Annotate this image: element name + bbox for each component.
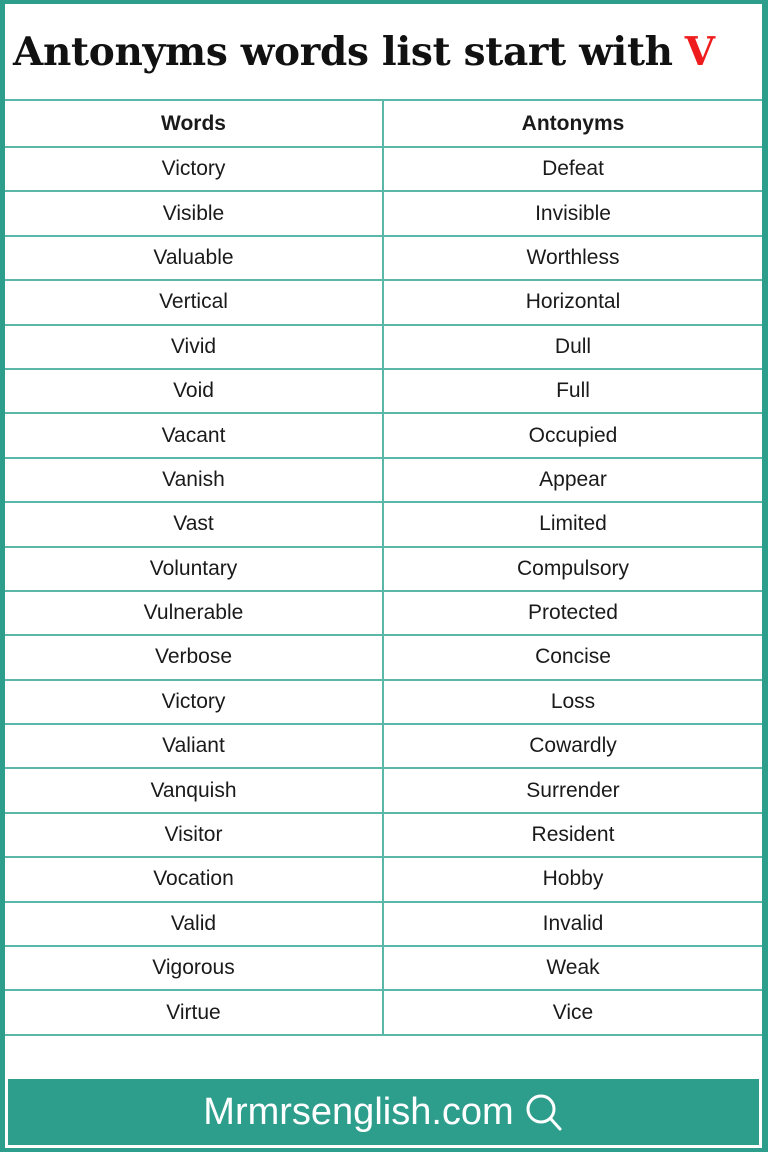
- table-row: [5, 502, 762, 546]
- antonym-cell: Invisible: [383, 191, 762, 235]
- antonym-cell: Protected: [383, 591, 762, 635]
- word-cell: Vigorous: [5, 946, 383, 990]
- table-row: [5, 547, 762, 591]
- table-row: [5, 946, 762, 990]
- antonym-cell: Resident: [383, 813, 762, 857]
- word-cell: Valid: [5, 902, 383, 946]
- table-row: [5, 857, 762, 901]
- antonym-cell: Compulsory: [383, 547, 762, 591]
- antonym-cell: Weak: [383, 946, 762, 990]
- antonym-cell: Worthless: [383, 236, 762, 280]
- table-row: [5, 990, 762, 1034]
- word-cell: Voluntary: [5, 547, 383, 591]
- footer-banner: [5, 1076, 762, 1148]
- word-cell: Verbose: [5, 635, 383, 679]
- title-text: Antonyms words list start with: [13, 28, 673, 75]
- word-cell: Vulnerable: [5, 591, 383, 635]
- word-cell: Visible: [5, 191, 383, 235]
- table-row: [5, 191, 762, 235]
- table-header-row: [5, 100, 762, 147]
- antonym-cell: Occupied: [383, 413, 762, 457]
- word-cell: Vast: [5, 502, 383, 546]
- word-cell: Vivid: [5, 325, 383, 369]
- antonym-cell: Invalid: [383, 902, 762, 946]
- table-row: [5, 280, 762, 324]
- antonym-cell: Hobby: [383, 857, 762, 901]
- word-cell: Visitor: [5, 813, 383, 857]
- table-row: [5, 369, 762, 413]
- word-cell: Valiant: [5, 724, 383, 768]
- word-cell: Vertical: [5, 280, 383, 324]
- antonym-cell: Appear: [383, 458, 762, 502]
- antonym-cell: Limited: [383, 502, 762, 546]
- antonym-cell: Defeat: [383, 147, 762, 191]
- table-row: [5, 635, 762, 679]
- antonym-cell: Cowardly: [383, 724, 762, 768]
- table-row: [5, 724, 762, 768]
- worksheet: [5, 4, 762, 1076]
- header-antonyms: Antonyms: [383, 100, 762, 147]
- page-title: [5, 4, 762, 99]
- word-cell: Virtue: [5, 990, 383, 1034]
- antonym-cell: Concise: [383, 635, 762, 679]
- search-icon: [524, 1092, 564, 1132]
- antonym-cell: Full: [383, 369, 762, 413]
- word-cell: Vacant: [5, 413, 383, 457]
- antonym-cell: Loss: [383, 680, 762, 724]
- antonym-cell: Dull: [383, 325, 762, 369]
- table-row: [5, 147, 762, 191]
- site-name: Mrmrsenglish.com: [203, 1090, 514, 1133]
- table-row: [5, 236, 762, 280]
- word-cell: Valuable: [5, 236, 383, 280]
- word-cell: Vanish: [5, 458, 383, 502]
- antonym-cell: Horizontal: [383, 280, 762, 324]
- table-row: [5, 458, 762, 502]
- table-row: [5, 413, 762, 457]
- word-cell: Victory: [5, 147, 383, 191]
- table-row: [5, 325, 762, 369]
- table-row: [5, 768, 762, 812]
- table-row: [5, 902, 762, 946]
- antonym-cell: Vice: [383, 990, 762, 1034]
- title-letter: V: [684, 28, 715, 75]
- word-cell: Victory: [5, 680, 383, 724]
- word-cell: Void: [5, 369, 383, 413]
- table-row: [5, 680, 762, 724]
- word-cell: Vocation: [5, 857, 383, 901]
- antonyms-table: [5, 99, 762, 1036]
- footer-inner: [7, 1078, 760, 1146]
- word-cell: Vanquish: [5, 768, 383, 812]
- table-row: [5, 591, 762, 635]
- header-words: Words: [5, 100, 383, 147]
- table-row: [5, 813, 762, 857]
- antonym-cell: Surrender: [383, 768, 762, 812]
